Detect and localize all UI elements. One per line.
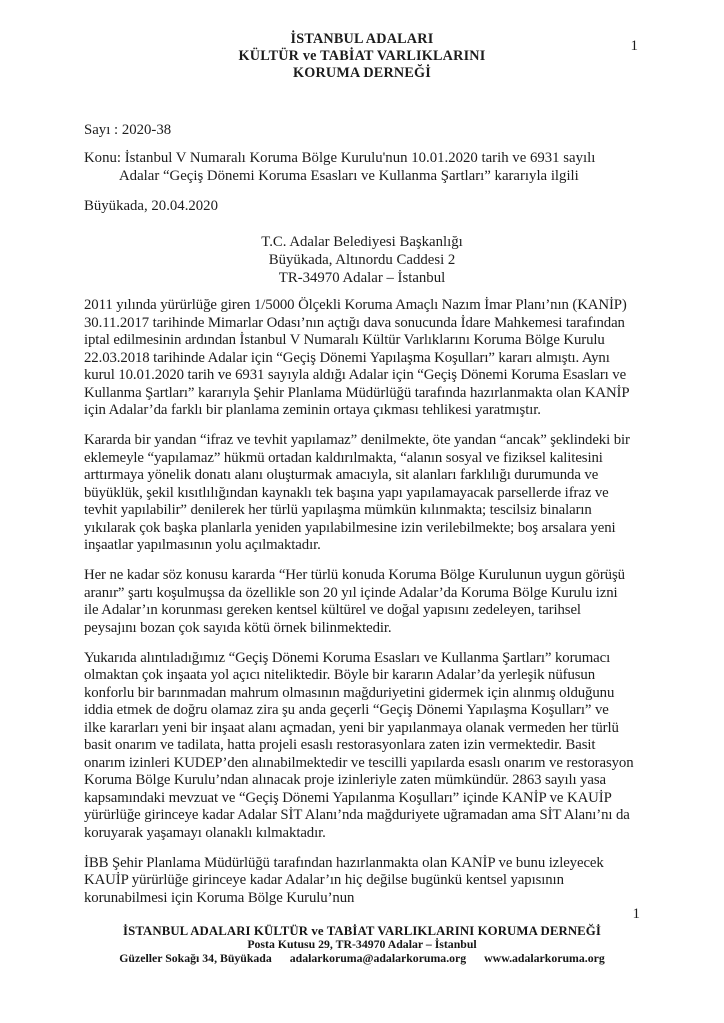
paragraph-line: büyüklük, şekil kısıtlılığından kaynaklı tek başına yapı yapılamayacak parsellerde ifraz ve (84, 484, 609, 501)
footer-website: www.adalarkoruma.org (484, 950, 605, 965)
paragraph-line: korunabilmesi için Koruma Bölge Kurulu’nun (84, 889, 355, 906)
paragraph-line: Her ne kadar söz konusu kararda “Her türlü konuda Koruma Bölge Kurulunun uygun görüşü (84, 567, 625, 583)
paragraph (84, 297, 674, 420)
paragraph-line: Yukarıda alıntıladığımız “Geçiş Dönemi Koruma Esasları ve Kullanma Şartları” korumacı (84, 649, 611, 666)
paragraph-line: ilke kararları yeni bir inşaat alanı açmadan, yeni bir yapılanmaya olanak vermeden her türlü (84, 719, 619, 736)
footer-street-address: Güzeller Sokağı 34, Büyükada (119, 950, 272, 965)
letterhead-line-2: KÜLTÜR ve TABİAT VARLIKLARINI (238, 48, 486, 64)
paragraph (84, 567, 674, 637)
paragraph (84, 650, 674, 843)
letter-meta (84, 122, 674, 216)
footer-contact-line (0, 952, 724, 966)
subject-block (84, 150, 674, 185)
subject-line-2: Adalar “Geçiş Dönemi Koruma Esasları ve Kullanma Şartları” kararıyla ilgili (119, 167, 579, 184)
paragraph-line: 30.11.2017 tarihinde Mimarlar Odası’nın açtığı dava sonucunda İdare Mahkemesi tarafından (84, 314, 625, 331)
footer-email: adalarkoruma@adalarkoruma.org (289, 950, 467, 965)
paragraph-line: Koruma Bölge Kurulu’ndan alınacak proje izinleriyle zaten mümkündür. 2863 sayılı yasa (84, 772, 606, 788)
paragraph-line: olmaktan çok inşaata yol açıcı niteliktedir. Böyle bir kararın Adalar’da yerleşik nüfusun (84, 667, 596, 683)
letterhead-line-3: KORUMA DERNEĞİ (293, 65, 431, 81)
paragraph-line: 22.03.2018 tarihinde Adalar için “Geçiş Dönemi Yapılaşma Koşulları” kararı almıştı. Aynı (84, 349, 610, 366)
place-date: Büyükada, 20.04.2020 (84, 198, 218, 214)
letter-footer (0, 924, 724, 965)
paragraph (84, 432, 674, 555)
paragraph-line: aranır” şartı koşulmuşsa da özellikle son 20 yıl içinde Adalar’da Koruma Bölge Kurulu izni (84, 584, 618, 601)
page-number-bottom: 1 (632, 906, 640, 922)
paragraph-line: Kararda bir yandan “ifraz ve tevhit yapılamaz” denilmekte, öte yandan “ancak” şeklindeki bir (84, 432, 630, 448)
recipient-line-3: TR-34970 Adalar – İstanbul (278, 270, 446, 286)
paragraph-line: basit onarım ve tadilata, hatta projeli esaslı restorasyonlara zaten izin vermektedir. Basit (84, 737, 596, 753)
paragraph-line: konforlu bir barınmadan mahrum olmasının mağduriyetini gidermek için alınmış olduğunu (84, 684, 615, 701)
letter-body (84, 297, 674, 920)
page-number-top: 1 (630, 38, 638, 54)
paragraph-line: koruyarak yaşamayı olanaklı kılmaktadır. (84, 824, 326, 841)
paragraph-line: onarım izinleri KUDEP’den alınabilmektedir ve tescilli yapılarda esaslı onarım ve restorasyon (84, 754, 634, 771)
reference-number: Sayı : 2020-38 (84, 122, 172, 138)
recipient-line-2: Büyükada, Altınordu Caddesi 2 (268, 252, 456, 268)
letterhead-line-1: İSTANBUL ADALARI (290, 31, 434, 47)
paragraph-line: ile Adalar’ın korunması gereken kentsel kültürel ve doğal yapısını zedeleyen, tarihsel (84, 602, 581, 618)
recipient-line-1: T.C. Adalar Belediyesi Başkanlığı (261, 234, 463, 250)
subject-line-1: Konu: İstanbul V Numaralı Koruma Bölge Kurulu'nun 10.01.2020 tarih ve 6931 sayılı (84, 150, 596, 166)
paragraph-line: kapsamındaki mevzuat ve “Geçiş Dönemi Yapılanma Koşulları” içinde KANİP ve KAUİP (84, 789, 612, 806)
paragraph-line: peysajını bozan çok sayıda kötü örnek bilinmektedir. (84, 619, 392, 636)
paragraph-line: iptal edilmesinin ardından İstanbul V Numaralı Kültür Varlıklarını Koruma Bölge Kurulu (84, 332, 605, 348)
paragraph-line: 2011 yılında yürürlüğe giren 1/5000 Ölçekli Koruma Amaçlı Nazım İmar Planı’nın (KANİP) (84, 297, 627, 313)
paragraph-line: yıkılarak çok başka planlarla yeniden yapılabilmesine izin verilebilmekte; boş arsalara yeni (84, 519, 616, 536)
paragraph-line: yürürlüğe girinceye kadar Adalar SİT Alanı’nda mağduriyete uğramadan ama SİT Alanı’nı da (84, 807, 630, 823)
paragraph-line: tevhit yapılabilir” denilerek her türlü yapılaşma mümkün kılınmakta; tescilsiz binaların (84, 502, 592, 518)
recipient-block (0, 233, 724, 287)
paragraph (84, 855, 674, 908)
paragraph-line: arttırmaya yönelik donatı alanı oluşturmak amacıyla, sit alanları farklılığı durumunda ve (84, 467, 599, 483)
paragraph-line: inşaatlar yapılmasının yolu açılmaktadır. (84, 537, 321, 553)
paragraph-line: için Adalar’da farklı bir planlama zeminin ortaya çıkması tehlikesi yaratmıştır. (84, 402, 541, 418)
paragraph-line: kurul 10.01.2020 tarih ve 6931 sayıyla aldığı Adalar için “Geçiş Dönemi Koruma Esasları ve (84, 367, 627, 383)
footer-org-name: İSTANBUL ADALARI KÜLTÜR ve TABİAT VARLIKLARINI KORUMA DERNEĞİ (123, 924, 601, 938)
paragraph-line: Kullanma Şartları” kararıyla Şehir Planlama Müdürlüğü tarafında hazırlanmakta olan KANİP (84, 384, 630, 401)
paragraph-line: eklemeyle “yapılamaz” hükmü ortadan kaldırılmakta, “alanın sosyal ve fiziksel kalitesini (84, 449, 603, 466)
letterhead (0, 31, 724, 82)
paragraph-line: iddia etmek de doğru olamaz zira şu anda geçerli “Geçiş Dönemi Yapılaşma Koşulları” ve (84, 702, 609, 718)
footer-postal-address: Posta Kutusu 29, TR-34970 Adalar – İstanbul (247, 937, 477, 951)
paragraph-line: İBB Şehir Planlama Müdürlüğü tarafından hazırlanmakta olan KANİP ve bunu izleyecek (84, 854, 604, 871)
paragraph-line: KAUİP yürürlüğe girinceye kadar Adalar’ın hiç değilse bugünkü kentsel yapısının (84, 872, 564, 888)
